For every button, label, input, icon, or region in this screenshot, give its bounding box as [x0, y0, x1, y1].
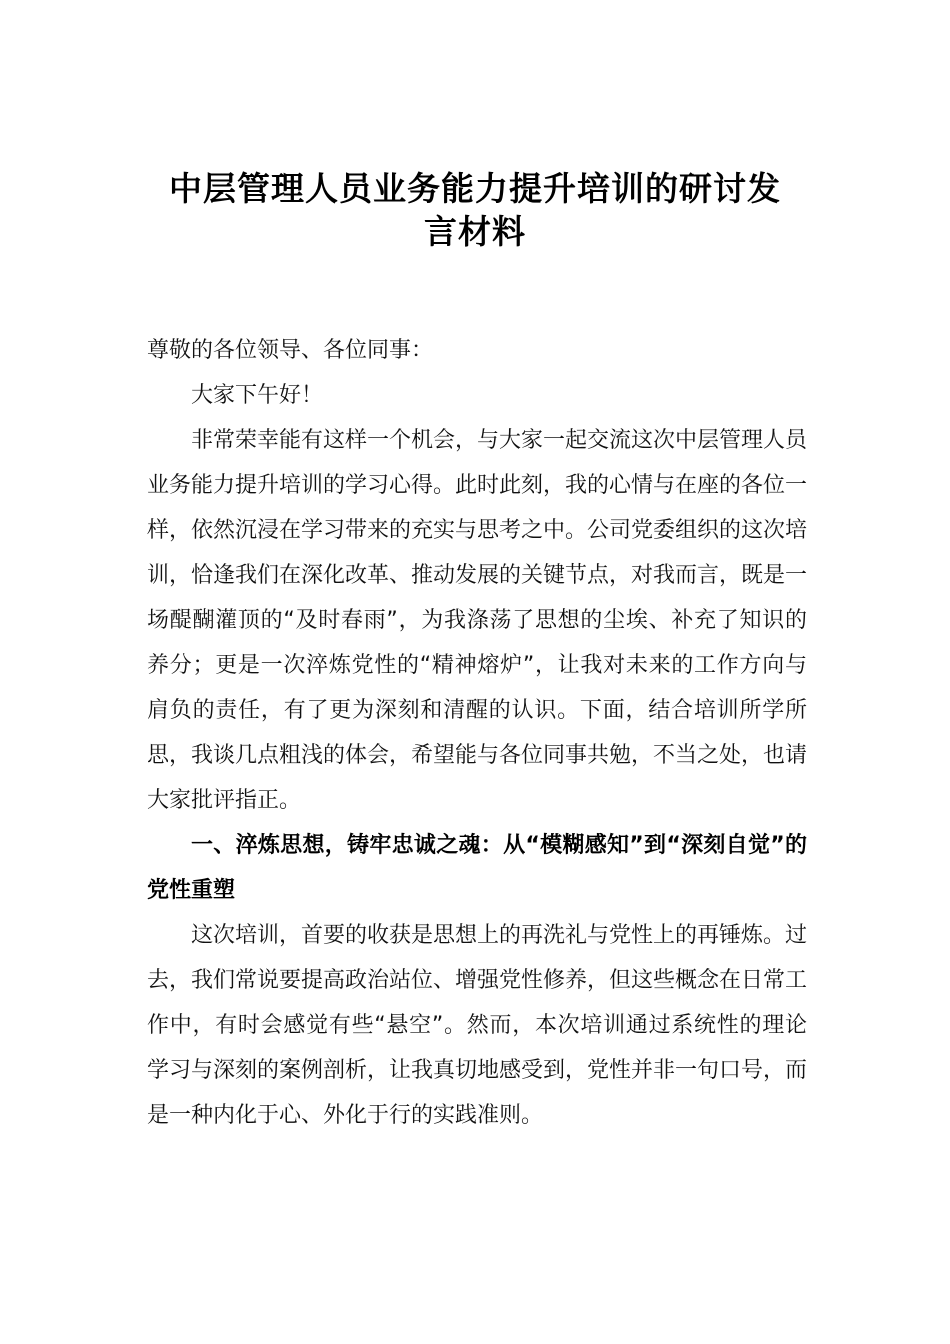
document-title-line-2: 言材料: [424, 212, 526, 251]
document-title-line-1: 中层管理人员业务能力提升培训的研讨发: [169, 169, 781, 208]
greeting: 大家下午好！: [191, 383, 324, 408]
document-body: [147, 328, 807, 1138]
section-1-heading: 一、淬炼思想，铸牢忠诚之魂：从“模糊感知”到“深刻自觉”的党性重塑: [147, 833, 807, 903]
section-1-paragraph: 这次培训，首要的收获是思想上的再洗礼与党性上的再锤炼。过去，我们常说要提高政治站位、增强党性修养，但这些概念在日常工作中，有时会感觉有些“悬空”。然而，本次培训通过系统性的理论学习与深刻的案例剖析，让我真切地感受到，党性并非一句口号，而是一种内化于心、外化于行的实践准则。: [147, 923, 808, 1128]
intro-paragraph: 非常荣幸能有这样一个机会，与大家一起交流这次中层管理人员业务能力提升培训的学习心得。此时此刻，我的心情与在座的各位一样，依然沉浸在学习带来的充实与思考之中。公司党委组织的这次培训，恰逢我们在深化改革、推动发展的关键节点，对我而言，既是一场醍醐灌顶的“及时春雨”，为我涤荡了思想的尘埃、补充了知识的养分；更是一次淬炼党性的“精神熔炉”，让我对未来的工作方向与肩负的责任，有了更为深刻和清醒的认识。下面，结合培训所学所思，我谈几点粗浅的体会，希望能与各位同事共勉，不当之处，也请大家批评指正。: [147, 428, 808, 813]
salutation: 尊敬的各位领导、各位同事：: [147, 338, 434, 363]
